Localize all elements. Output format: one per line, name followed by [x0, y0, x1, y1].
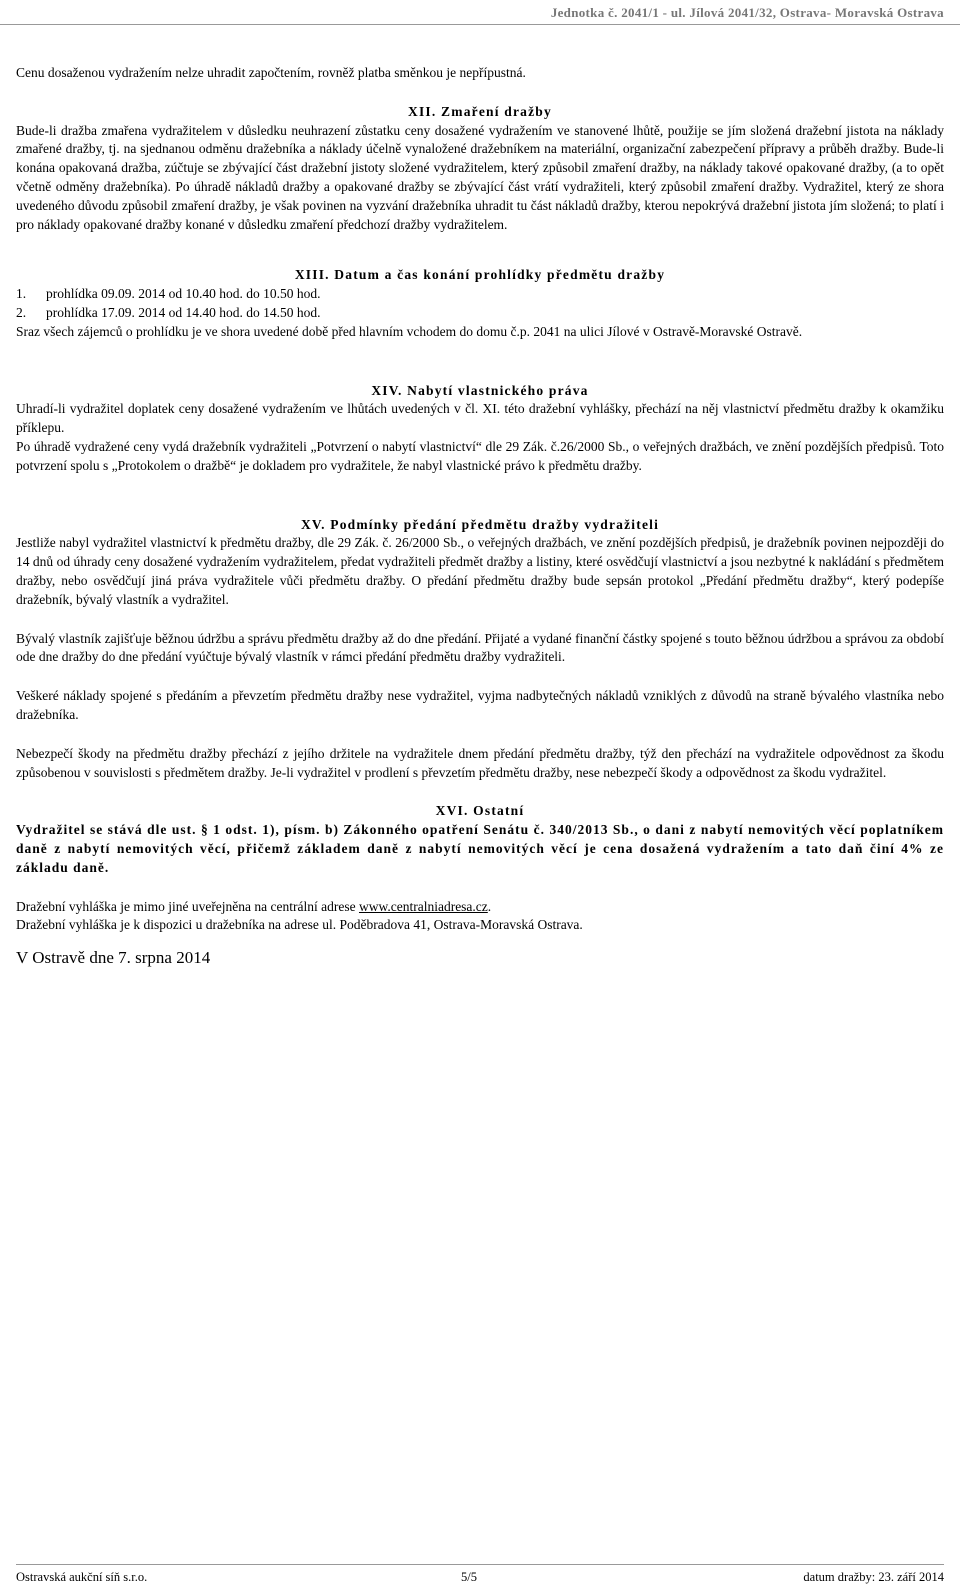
page-header: Jednotka č. 2041/1 - ul. Jílová 2041/32, Ostrava- Moravská Ostrava	[550, 5, 944, 20]
availability-paragraph: Dražební vyhláška je k dispozici u dražebníka na adrese ul. Poděbradova 41, Ostrava-Moravská Ostrava.	[16, 917, 583, 933]
section-xvi-heading: XVI. Ostatní	[435, 803, 525, 819]
place-date: V Ostravě dne 7. srpna 2014	[16, 948, 211, 968]
header-divider	[0, 24, 960, 25]
section-xiv-paragraph-1: Uhradí-li vydražitel doplatek ceny dosažené vydražením ve lhůtách uvedených v čl. XI. této dražební vyhlášky, přechází na něj vlastnictví předmětu dražby k okamžiku příklepu.	[16, 401, 944, 436]
section-xii-heading: XII. Zmaření dražby	[408, 103, 552, 119]
section-xv-heading: XV. Podmínky předání předmětu dražby vydražiteli	[300, 516, 660, 532]
document-body	[16, 64, 944, 968]
section-xiv-paragraph-2: Po úhradě vydražené ceny vydá dražebník vydražiteli „Potvrzení o nabytí vlastnictví“ dle 29 Zák. č.26/2000 Sb., o veřejných dražbách, ve znění pozdějších předpisů. Toto potvrzení spolu s „Protokolem o dražbě“ je dokladem pro vydražitele, že nabyl vlastnické právo k předmětu dražby.	[16, 438, 944, 473]
inspection-list	[16, 285, 944, 323]
central-address-link[interactable]: www.centralniadresa.cz	[358, 898, 488, 914]
section-xiii-heading: XIII. Datum a čas konání prohlídky předmětu dražby	[294, 267, 666, 283]
list-item: 2. prohlídka 17.09. 2014 od 14.40 hod. do 14.50 hod.	[16, 304, 321, 320]
section-xiii-paragraph: Sraz všech zájemců o prohlídku je ve shora uvedené době před hlavním vchodem do domu č.p. 2041 na ulici Jílové v Ostravě-Moravské Ostravě.	[16, 323, 803, 339]
section-xiv-heading: XIV. Nabytí vlastnického práva	[371, 382, 589, 398]
publication-paragraph: Dražební vyhláška je mimo jiné uveřejněna na centrální adrese www.centralniadresa.cz.	[16, 898, 492, 914]
page-number: 5/5	[461, 1570, 477, 1584]
footer-divider	[16, 1564, 944, 1565]
section-xv-paragraph-2: Bývalý vlastník zajišťuje běžnou údržbu a správu předmětu dražby až do dne předání. Přijaté a vydané finanční částky spojené s touto běžnou údržbou a správou za období ode dne dražby do dne předání vyúčtuje bývalý vlastník v rámci předání předmětu dražby vydražiteli.	[16, 630, 944, 665]
auction-date: datum dražby: 23. září 2014	[803, 1570, 944, 1584]
tax-paragraph: Vydražitel se stává dle ust. § 1 odst. 1), písm. b) Zákonného opatření Senátu č. 340/2013 Sb., o dani z nabytí nemovitých věcí poplatníkem daně z nabytí nemovitých věcí, přičemž základem daně z nabytí nemovitých věcí je cena dosažená vydražením a tato daň činí 4% ze základu daně.	[16, 822, 944, 875]
footer-company: Ostravská aukční síň s.r.o.	[16, 1570, 148, 1584]
intro-paragraph: Cenu dosaženou vydražením nelze uhradit započtením, rovněž platba směnkou je nepřípustná.	[16, 65, 526, 80]
section-xv-paragraph-4: Nebezpečí škody na předmětu dražby přechází z jejího držitele na vydražitele dnem předání předmětu dražby, týž den přechází na vydražitele odpovědnost za škodu způsobenou v souvislosti s předmětem dražby. Je-li vydražitel v prodlení s převzetím předmětu dražby, nese nebezpečí škody a odpovědnost za škodu vydražitel.	[16, 745, 944, 780]
section-xv-paragraph-1: Jestliže nabyl vydražitel vlastnictví k předmětu dražby, dle 29 Zák. č. 26/2000 Sb., o veřejných dražbách, ve znění pozdějších předpisů, je dražebník povinen nejpozději do 14 dnů od úhrady ceny dosažené vydražením vydražitelem, předat vydražiteli předmět dražby a listiny, které osvědčují vlastnictví a jsou nezbytné k nakládání s předmětem dražby, nebo osvědčují jiná práva vydražitele vůči předmětu dražby. O předání předmětu dražby bude sepsán protokol „Předání předmětu dražby“, který podepíše dražebník, bývalý vlastník a vydražitel.	[16, 535, 944, 607]
section-xv-paragraph-3: Veškeré náklady spojené s předáním a převzetím předmětu dražby nese vydražitel, vyjma nadbytečných nákladů vzniklých z důvodů na straně bývalého vlastníka nebo dražebníka.	[16, 688, 944, 722]
section-xii-paragraph: Bude-li dražba zmařena vydražitelem v důsledku neuhrazení zůstatku ceny dosažené vydražením ve stanovené lhůtě, použije se jím složená dražební jistota na náklady zmařené dražby, tj. na sjednanou odměnu dražebníka a náklady účelně vynaložené dražebníkem na materiální, organizační zabezpečení přípravy a průběh dražby. Bude-li konána opakovaná dražba, zúčtuje se zbývající část dražební jistoty složené vydražitelem, který způsobil zmaření dražby, na náklady takové opakované dražby, (a to opět včetně odměny dražebníka). Po úhradě nákladů dražby a opakované dražby se zbývající část vrátí vydražiteli, který způsobil zmaření dražby. Vydražitel, který ze shora uvedeného důvodu způsobil zmaření dražby, je však povinen na vyzvání dražebníka uhradit tu část nákladů dražby, kterou nepokrývá dražební jistota jím složená; to platí i pro náklady opakované dražby konané v důsledku zmaření předchozí dražby vydražitelem.	[16, 122, 944, 232]
list-item: 1. prohlídka 09.09. 2014 od 10.40 hod. do 10.50 hod.	[16, 286, 321, 302]
